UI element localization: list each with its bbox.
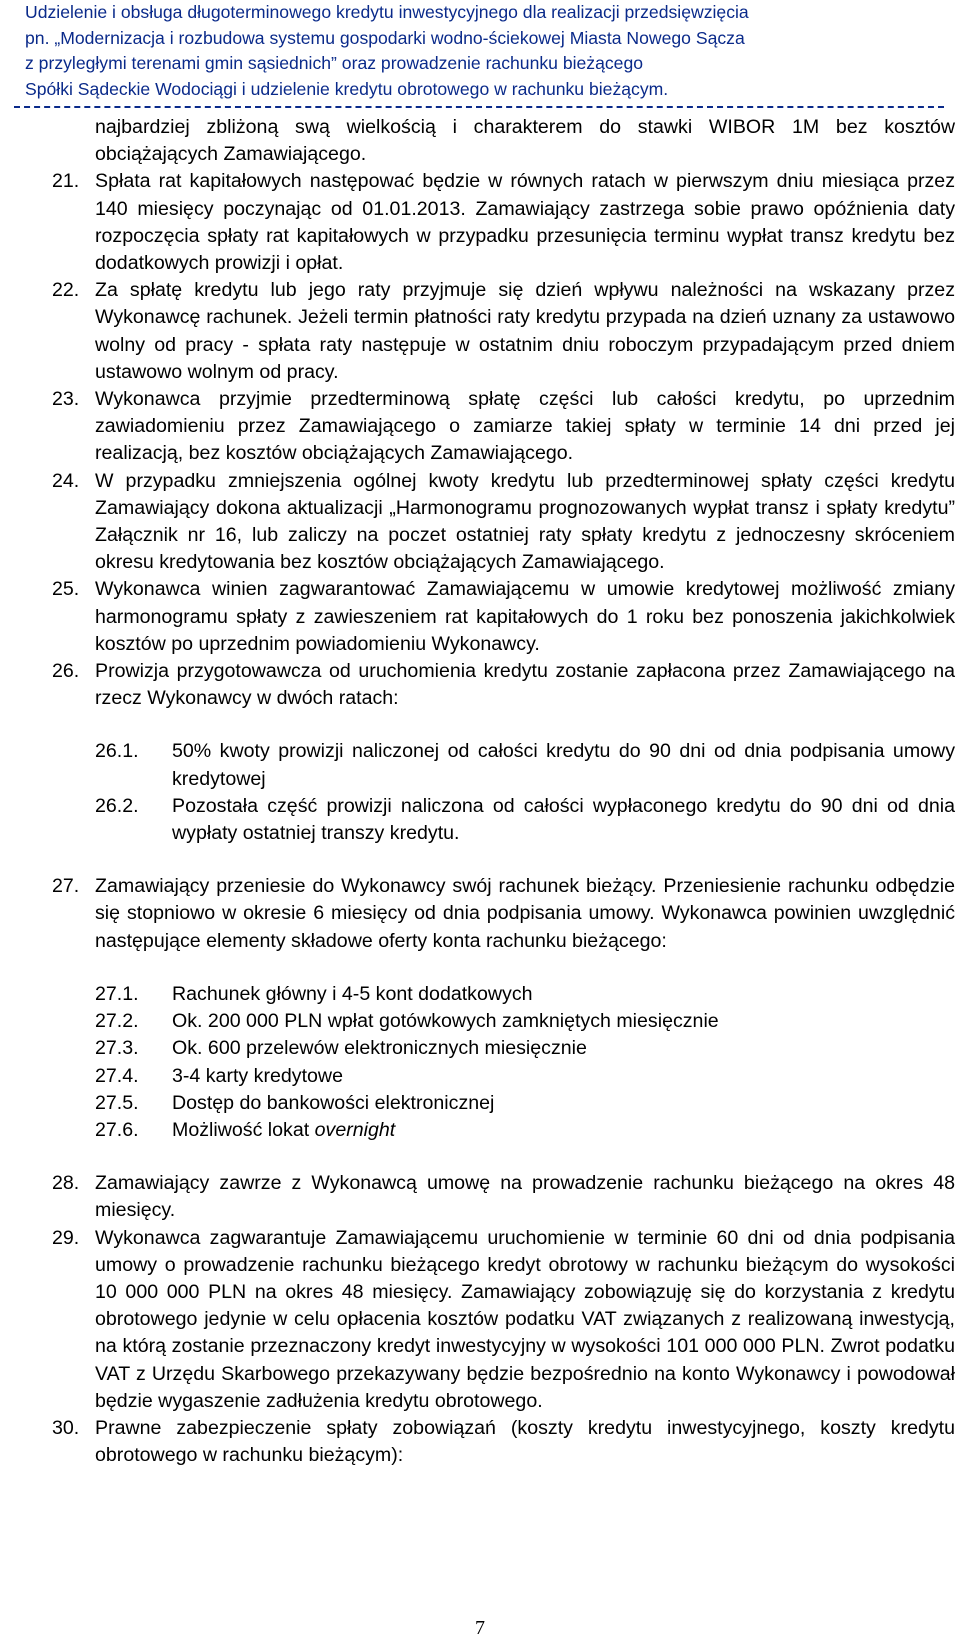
paragraph-27 [52, 873, 955, 955]
subparagraph-number: 26.1. [95, 740, 139, 763]
paragraph-number: 30. [52, 1416, 80, 1439]
paragraph-text: Zamawiający zawrze z Wykonawcą umowę na prowadzenie rachunku bieżącego na okres 48 miesięcy. [95, 1172, 955, 1222]
list-item-27-2 [52, 1008, 955, 1035]
header-line: z przyległymi terenami gmin sąsiednich” oraz prowadzenie rachunku bieżącego [25, 53, 644, 73]
paragraph-text: Prawne zabezpieczenie spłaty zobowiązań (koszty kredytu inwestycyjnego, koszty kredytu obrotowego w rachunku bieżącym): [95, 1416, 955, 1467]
paragraph-number: 29. [52, 1226, 80, 1249]
paragraph-24 [52, 468, 955, 577]
list-item-text: 3-4 karty kredytowe [172, 1064, 343, 1087]
header-line: Udzielenie i obsługa długoterminowego kredytu inwestycyjnego dla realizacji przedsięwzięcia [25, 2, 749, 22]
list-item-text: Ok. 600 przelewów elektronicznych miesięcznie [172, 1037, 587, 1060]
paragraph-number: 28. [52, 1172, 80, 1195]
paragraph-21 [52, 168, 955, 277]
page-number: 7 [475, 1617, 485, 1639]
list-item-27-1 [52, 981, 955, 1008]
list-item-text: Dostęp do bankowości elektronicznej [172, 1091, 495, 1114]
paragraph-28 [52, 1170, 955, 1224]
paragraph-number: 27. [52, 875, 80, 898]
paragraph-number: 22. [52, 279, 80, 302]
subparagraph-number: 26.2. [95, 794, 139, 817]
paragraph-text: Prowizja przygotowawcza od uruchomienia kredytu zostanie zapłacona przez Zamawiającego na rzecz Wykonawcy w dwóch ratach: [95, 660, 955, 710]
list-item-text: Możliwość lokat [172, 1118, 315, 1141]
paragraph-number: 26. [52, 660, 80, 683]
paragraph-23 [52, 386, 955, 468]
paragraph-30 [52, 1415, 955, 1469]
paragraph-text: Wykonawca przyjmie przedterminową spłatę części lub całości kredytu, po uprzednim zawiadomieniu przez Zamawiającego o zamiarze takiej spłaty w terminie 14 dni przed jej realizacją, bez kosztów obciążających Zamawiającego. [95, 388, 955, 465]
paragraph-text: Wykonawca winien zagwarantować Zamawiającemu w umowie kredytowej możliwość zmiany harmonogramu spłaty z zawieszeniem rat kapitałowych do 1 roku bez ponoszenia jakichkolwiek kosztów po uprzednim powiadomieniu Wykonawcy. [95, 578, 955, 655]
list-item-text: Rachunek główny i 4-5 kont dodatkowych [172, 982, 533, 1005]
paragraph-text: Za spłatę kredytu lub jego raty przyjmuje się dzień wpływu należności na wskazany przez Wykonawcę rachunek. Jeżeli termin płatności raty kredytu przypada na dzień uznany za ustawowo wolny od pracy - spłata raty następuje w ostatnim dniu roboczym przypadającym przed dniem ustawowo wolnym od pracy. [95, 279, 955, 383]
paragraph-number: 25. [52, 578, 80, 601]
list-item-number: 27.6. [95, 1118, 139, 1141]
paragraph-text: W przypadku zmniejszenia ogólnej kwoty kredytu lub przedterminowej spłaty części kredytu Zamawiający dokona aktualizacji „Harmonogramu prognozowanych wypłat transz i spłaty kredytu” Załącznik nr 16, lub zaliczy na poczet ostatniej raty spłaty kredytu z jednoczesny skróceniem okresu kredytowania bez kosztów obciążających Zamawiającego. [95, 469, 955, 574]
paragraph-number: 21. [52, 170, 80, 193]
list-item-27-6 [52, 1117, 955, 1144]
subparagraph-text: 50% kwoty prowizji naliczonej od całości kredytu do 90 dni od dnia podpisania umowy kredytowej [172, 740, 955, 790]
paragraph-22 [52, 277, 955, 386]
list-item-number: 27.5. [95, 1091, 139, 1114]
paragraph-25 [52, 576, 955, 658]
subparagraph-text: Pozostała część prowizji naliczona od całości wypłaconego kredytu do 90 dni od dnia wypłaty ostatniej transzy kredytu. [172, 794, 955, 845]
list-item-27-5 [52, 1090, 955, 1117]
list-item-number: 27.3. [95, 1037, 139, 1060]
list-item-number: 27.1. [95, 982, 139, 1005]
document-header [25, 0, 935, 102]
paragraph-text: najbardziej zbliżoną swą wielkością i charakterem do stawki WIBOR 1M bez kosztów obciążających Zamawiającego. [95, 116, 955, 166]
paragraph-26 [52, 658, 955, 712]
paragraph-text: Zamawiający przeniesie do Wykonawcy swój rachunek bieżący. Przeniesienie rachunku odbędzie się stopniowo w okresie 6 miesięcy od dnia podpisania umowy. Wykonawca powinien uwzględnić następujące elementy składowe oferty konta rachunku bieżącego: [95, 875, 955, 952]
subparagraph-26-2 [52, 793, 955, 847]
paragraph-continuation [52, 114, 955, 168]
list-item-italic-term: overnight [314, 1118, 396, 1141]
header-dashed-rule [14, 102, 944, 112]
subparagraph-26-1 [52, 738, 955, 792]
list-item-number: 27.4. [95, 1064, 139, 1087]
document-body [52, 114, 955, 1469]
header-line: Spółki Sądeckie Wodociągi i udzielenie kredytu obrotowego w rachunku bieżącym. [25, 78, 669, 99]
list-item-27-4 [52, 1063, 955, 1090]
list-item-number: 27.2. [95, 1010, 139, 1033]
paragraph-number: 23. [52, 388, 80, 411]
paragraph-29 [52, 1225, 955, 1415]
list-item-27-3 [52, 1035, 955, 1062]
list-item-text: Ok. 200 000 PLN wpłat gotówkowych zamkniętych miesięcznie [172, 1010, 719, 1033]
paragraph-number: 24. [52, 469, 80, 492]
paragraph-text: Wykonawca zagwarantuje Zamawiającemu uruchomienie w terminie 60 dni od dnia podpisania umowy o prowadzenie rachunku bieżącego kredyt obrotowy w rachunku bieżącym do wysokości 10 000 000 PLN na okres 48 miesięcy. Zamawiający zobowiązuję się do korzystania z kredytu obrotowego jedynie w celu opłacenia kosztów podatku VAT związanych z realizowaną inwestycją, na którą zostanie przeznaczony kredyt inwestycyjny w wysokości 101 000 000 PLN. Zwrot podatku VAT z Urzędu Skarbowego przekazywany będzie bezpośrednio na konto Wykonawcy i powodował będzie wygaszenie zadłużenia kredytu obrotowego. [95, 1226, 955, 1412]
header-line: pn. „Modernizacja i rozbudowa systemu gospodarki wodno-ściekowej Miasta Nowego Sącza [25, 27, 745, 48]
paragraph-text: Spłata rat kapitałowych następować będzie w równych ratach w pierwszym dniu miesiąca przez 140 miesięcy poczynając od 01.01.2013. Zamawiający zastrzega sobie prawo opóźnienia daty rozpoczęcia spłaty rat kapitałowych w przypadku przesunięcia terminu wypłat transz kredytu bez dodatkowych prowizji i opłat. [95, 170, 955, 275]
